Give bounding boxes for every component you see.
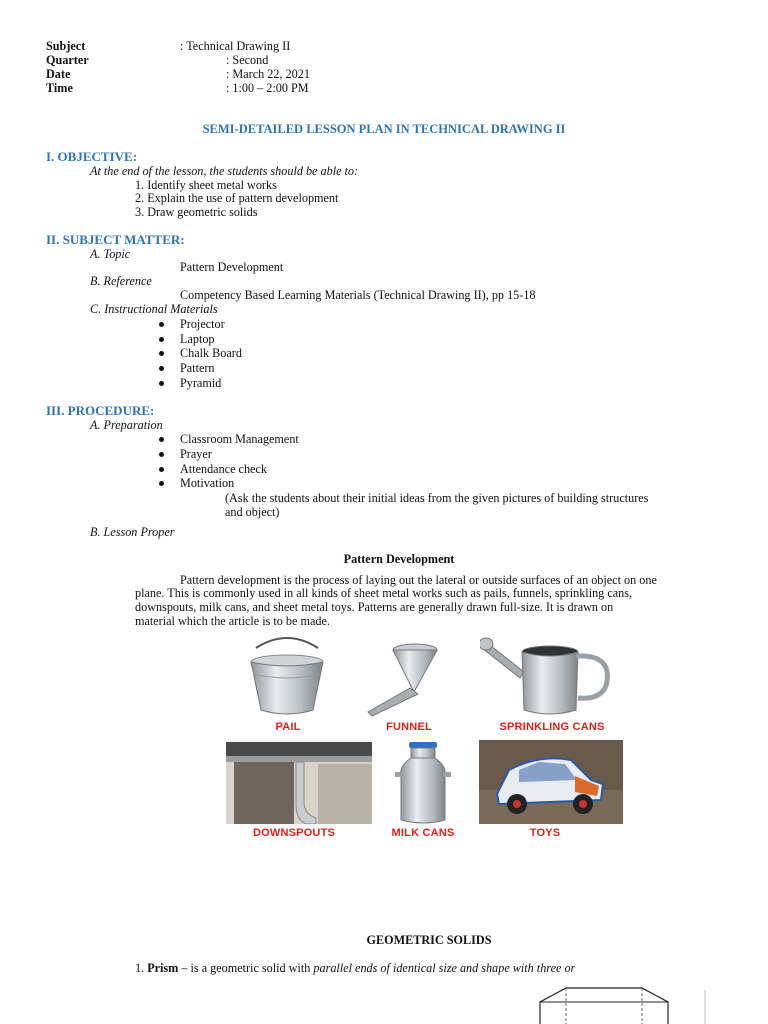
pattern-paragraph-line: material which the article is to be made.: [135, 614, 330, 628]
geometric-solids-heading: GEOMETRIC SOLIDS: [366, 933, 492, 947]
subject-label: Subject: [46, 39, 86, 53]
materials-label: C. Instructional Materials: [90, 302, 218, 316]
time-label: Time: [46, 81, 73, 95]
procedure-heading: III. PROCEDURE:: [46, 403, 155, 418]
figure-caption: FUNNEL: [386, 721, 432, 733]
material-item: Projector: [180, 317, 225, 331]
figure-caption: TOYS: [529, 827, 561, 839]
topic-value: Pattern Development: [180, 260, 284, 274]
preparation-item: Prayer: [180, 447, 212, 461]
subject-matter-heading: II. SUBJECT MATTER:: [46, 232, 185, 247]
figure-caption: SPRINKLING CANS: [499, 721, 605, 733]
bullet-icon: [159, 351, 164, 356]
preparation-item: Motivation: [180, 476, 235, 490]
prism-term: Prism: [147, 961, 179, 975]
pattern-paragraph-line: plane. This is commonly used in all kinds of sheet metal works such as pails, funnels, sprinkling cans,: [135, 586, 633, 600]
figure-caption: MILK CANS: [391, 827, 455, 839]
milk-can-image: [393, 742, 453, 824]
bullet-icon: [159, 366, 164, 371]
subject-value: : Technical Drawing II: [180, 39, 291, 53]
bullet-icon: [159, 481, 164, 486]
toy-image: [479, 740, 623, 824]
topic-label: A. Topic: [90, 247, 131, 261]
material-item: Pattern: [180, 361, 215, 375]
preparation-item: Classroom Management: [180, 432, 299, 446]
motivation-note: (Ask the students about their initial ideas from the given pictures of building structures: [225, 491, 649, 505]
objective-item: 2. Explain the use of pattern development: [135, 191, 339, 205]
prism-text: – is a geometric solid with: [178, 961, 314, 975]
time-value: : 1:00 – 2:00 PM: [226, 81, 309, 95]
preparation-label: A. Preparation: [90, 418, 163, 432]
motivation-note: and object): [225, 505, 280, 519]
quarter-label: Quarter: [46, 53, 89, 67]
objective-intro: At the end of the lesson, the students should be able to:: [90, 164, 359, 178]
bullet-icon: [159, 437, 164, 442]
preparation-item: Attendance check: [180, 462, 267, 476]
bullet-icon: [159, 452, 164, 457]
reference-label: B. Reference: [90, 274, 152, 288]
material-item: Laptop: [180, 332, 215, 346]
date-value: : March 22, 2021: [226, 67, 310, 81]
material-item: Chalk Board: [180, 346, 242, 360]
material-item: Pyramid: [180, 376, 222, 390]
bullet-icon: [159, 322, 164, 327]
prism-definition: [135, 961, 575, 975]
prism-italic-text: parallel ends of identical size and shape with three or: [313, 961, 576, 975]
bullet-icon: [159, 467, 164, 472]
downspout-image: [226, 742, 372, 824]
pattern-paragraph-line: downspouts, milk cans, and sheet metal toys. Patterns are generally drawn full-size. It is drawn on: [135, 600, 614, 614]
quarter-value: : Second: [226, 53, 269, 67]
date-label: Date: [46, 67, 71, 81]
prism-drawing: [530, 984, 680, 1024]
pattern-heading: Pattern Development: [343, 552, 455, 566]
objective-item: 1. Identify sheet metal works: [135, 178, 277, 192]
objective-heading: I. OBJECTIVE:: [46, 149, 138, 164]
sprinkling-can-image: [480, 634, 620, 718]
bullet-icon: [159, 337, 164, 342]
figure-caption: PAIL: [275, 721, 301, 733]
funnel-image: [360, 640, 455, 718]
page-edge-mark: [704, 990, 706, 1024]
objective-item: 3. Draw geometric solids: [135, 205, 258, 219]
lesson-proper-label: B. Lesson Proper: [90, 525, 175, 539]
figure-caption: DOWNSPOUTS: [252, 827, 336, 839]
bullet-icon: [159, 381, 164, 386]
pattern-paragraph-line: Pattern development is the process of laying out the lateral or outside surfaces of an object on one: [180, 573, 657, 587]
reference-value: Competency Based Learning Materials (Technical Drawing II), pp 15-18: [180, 288, 536, 302]
pail-image: [242, 636, 332, 718]
prism-number: 1.: [135, 961, 145, 975]
document-title: SEMI-DETAILED LESSON PLAN IN TECHNICAL DRAWING II: [202, 122, 566, 136]
